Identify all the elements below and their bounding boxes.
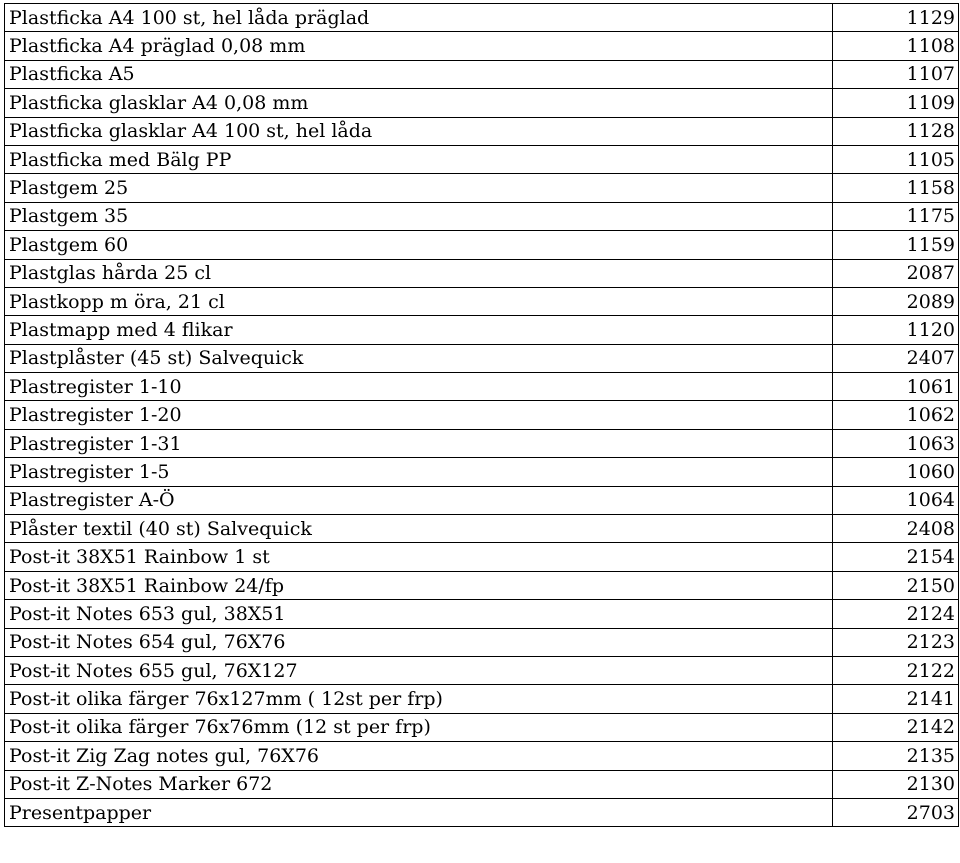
table-row xyxy=(5,89,959,117)
product-code-cell: 1129 xyxy=(833,4,959,32)
table-row xyxy=(5,515,959,543)
table-row xyxy=(5,429,959,457)
product-code-cell: 2124 xyxy=(833,600,959,628)
product-name-cell: Plastregister 1-20 xyxy=(5,401,833,429)
product-name-cell: Post-it olika färger 76x76mm (12 st per frp) xyxy=(5,713,833,741)
product-code-cell: 1064 xyxy=(833,486,959,514)
product-code-cell: 1062 xyxy=(833,401,959,429)
product-code-cell: 2407 xyxy=(833,344,959,372)
product-code-cell: 1128 xyxy=(833,117,959,145)
product-code-cell: 2154 xyxy=(833,543,959,571)
product-code-cell: 1061 xyxy=(833,373,959,401)
product-code-cell: 1108 xyxy=(833,32,959,60)
product-name-cell: Plastgem 25 xyxy=(5,174,833,202)
product-code-cell: 1105 xyxy=(833,145,959,173)
product-name-cell: Post-it Notes 655 gul, 76X127 xyxy=(5,656,833,684)
product-code-cell: 2703 xyxy=(833,798,959,826)
product-code-cell: 1175 xyxy=(833,202,959,230)
product-name-cell: Plastficka glasklar A4 100 st, hel låda xyxy=(5,117,833,145)
table-row xyxy=(5,316,959,344)
table-row xyxy=(5,656,959,684)
product-name-cell: Plastgem 35 xyxy=(5,202,833,230)
table-row xyxy=(5,4,959,32)
product-code-cell: 1107 xyxy=(833,60,959,88)
product-name-cell: Plastkopp m öra, 21 cl xyxy=(5,287,833,315)
product-name-cell: Plastregister A-Ö xyxy=(5,486,833,514)
product-name-cell: Plastgem 60 xyxy=(5,231,833,259)
table-row xyxy=(5,259,959,287)
table-row xyxy=(5,145,959,173)
product-list-sheet xyxy=(4,3,958,827)
product-name-cell: Plastmapp med 4 flikar xyxy=(5,316,833,344)
product-name-cell: Plastregister 1-31 xyxy=(5,429,833,457)
product-name-cell: Post-it Z-Notes Marker 672 xyxy=(5,770,833,798)
product-code-cell: 1159 xyxy=(833,231,959,259)
table-row xyxy=(5,770,959,798)
product-code-cell: 2408 xyxy=(833,515,959,543)
table-row xyxy=(5,798,959,826)
table-row xyxy=(5,231,959,259)
product-code-cell: 2150 xyxy=(833,571,959,599)
product-name-cell: Plastregister 1-10 xyxy=(5,373,833,401)
product-name-cell: Plastplåster (45 st) Salvequick xyxy=(5,344,833,372)
product-name-cell: Post-it Zig Zag notes gul, 76X76 xyxy=(5,742,833,770)
product-name-cell: Post-it Notes 654 gul, 76X76 xyxy=(5,628,833,656)
product-name-cell: Presentpapper xyxy=(5,798,833,826)
product-table-body xyxy=(5,4,959,827)
table-row xyxy=(5,486,959,514)
product-code-cell: 2123 xyxy=(833,628,959,656)
table-row xyxy=(5,628,959,656)
product-name-cell: Post-it 38X51 Rainbow 1 st xyxy=(5,543,833,571)
product-name-cell: Plastregister 1-5 xyxy=(5,458,833,486)
table-row xyxy=(5,32,959,60)
table-row xyxy=(5,571,959,599)
product-code-cell: 1060 xyxy=(833,458,959,486)
product-code-cell: 2141 xyxy=(833,685,959,713)
product-name-cell: Post-it Notes 653 gul, 38X51 xyxy=(5,600,833,628)
product-name-cell: Plastficka glasklar A4 0,08 mm xyxy=(5,89,833,117)
table-row xyxy=(5,685,959,713)
product-name-cell: Plastficka A4 präglad 0,08 mm xyxy=(5,32,833,60)
table-row xyxy=(5,174,959,202)
product-name-cell: Plåster textil (40 st) Salvequick xyxy=(5,515,833,543)
table-row xyxy=(5,713,959,741)
table-row xyxy=(5,287,959,315)
product-code-cell: 2089 xyxy=(833,287,959,315)
table-row xyxy=(5,401,959,429)
table-row xyxy=(5,742,959,770)
table-row xyxy=(5,60,959,88)
product-code-cell: 1120 xyxy=(833,316,959,344)
table-row xyxy=(5,202,959,230)
table-row xyxy=(5,543,959,571)
product-name-cell: Post-it olika färger 76x127mm ( 12st per frp) xyxy=(5,685,833,713)
product-name-cell: Plastficka A4 100 st, hel låda präglad xyxy=(5,4,833,32)
product-code-cell: 2142 xyxy=(833,713,959,741)
product-name-cell: Plastglas hårda 25 cl xyxy=(5,259,833,287)
product-name-cell: Plastficka med Bälg PP xyxy=(5,145,833,173)
table-row xyxy=(5,458,959,486)
product-code-cell: 1109 xyxy=(833,89,959,117)
product-name-cell: Post-it 38X51 Rainbow 24/fp xyxy=(5,571,833,599)
table-row xyxy=(5,600,959,628)
table-row xyxy=(5,344,959,372)
product-table xyxy=(4,3,959,827)
product-code-cell: 2135 xyxy=(833,742,959,770)
table-row xyxy=(5,373,959,401)
product-code-cell: 2130 xyxy=(833,770,959,798)
product-code-cell: 2087 xyxy=(833,259,959,287)
product-code-cell: 1063 xyxy=(833,429,959,457)
product-name-cell: Plastficka A5 xyxy=(5,60,833,88)
table-row xyxy=(5,117,959,145)
product-code-cell: 2122 xyxy=(833,656,959,684)
product-code-cell: 1158 xyxy=(833,174,959,202)
